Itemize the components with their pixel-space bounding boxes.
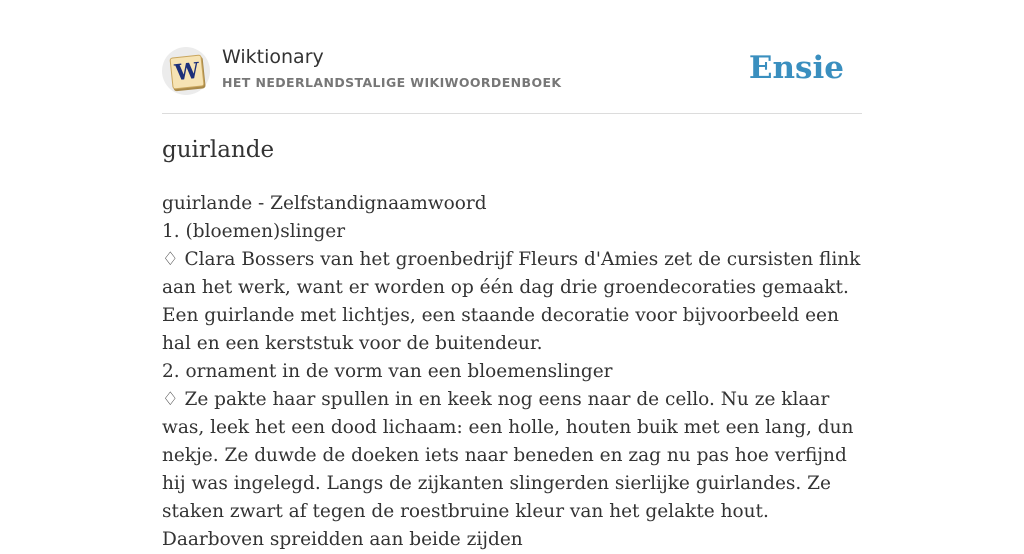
sense-2: 2. ornament in de vorm van een bloemenslinger [162,361,613,382]
example-2: ♢ Ze pakte haar spullen in en keek nog eens naar de cello. Nu ze klaar was, leek het een dood lichaam: een holle, houten buik met een lang, dun nekje. Ze duwde de doeken iets naar beneden en zag nu pas hoe verfijnd hij was ingelegd. Langs de zijkanten slingerden sierlijke guirlandes. Ze staken zwart af tegen de roestbruine kleur van het gelakte hout. Daarboven spreidden aan beide zijden [162,389,854,550]
ensie-brand-link[interactable]: Ensie [748,50,844,86]
logo-tile-icon: W [169,54,204,89]
site-subtitle: HET NEDERLANDSTALIGE WIKIWOORDENBOEK [222,75,562,90]
entry-heading: guirlande - Zelfstandignaamwoord [162,193,487,214]
sense-1: 1. (bloemen)slinger [162,221,346,242]
wiktionary-logo[interactable] [162,47,210,95]
site-header [162,0,862,114]
page-title: guirlande [162,137,275,163]
site-name[interactable]: Wiktionary [222,46,324,68]
entry-content [162,190,862,554]
page-container [162,0,862,550]
example-1: ♢ Clara Bossers van het groenbedrijf Fleurs d'Amies zet de cursisten flink aan het werk, want er worden op één dag drie groendecoraties gemaakt. Een guirlande met lichtjes, een staande decoratie voor bijvoorbeeld een hal en een kerststuk voor de buitendeur. [162,249,861,354]
